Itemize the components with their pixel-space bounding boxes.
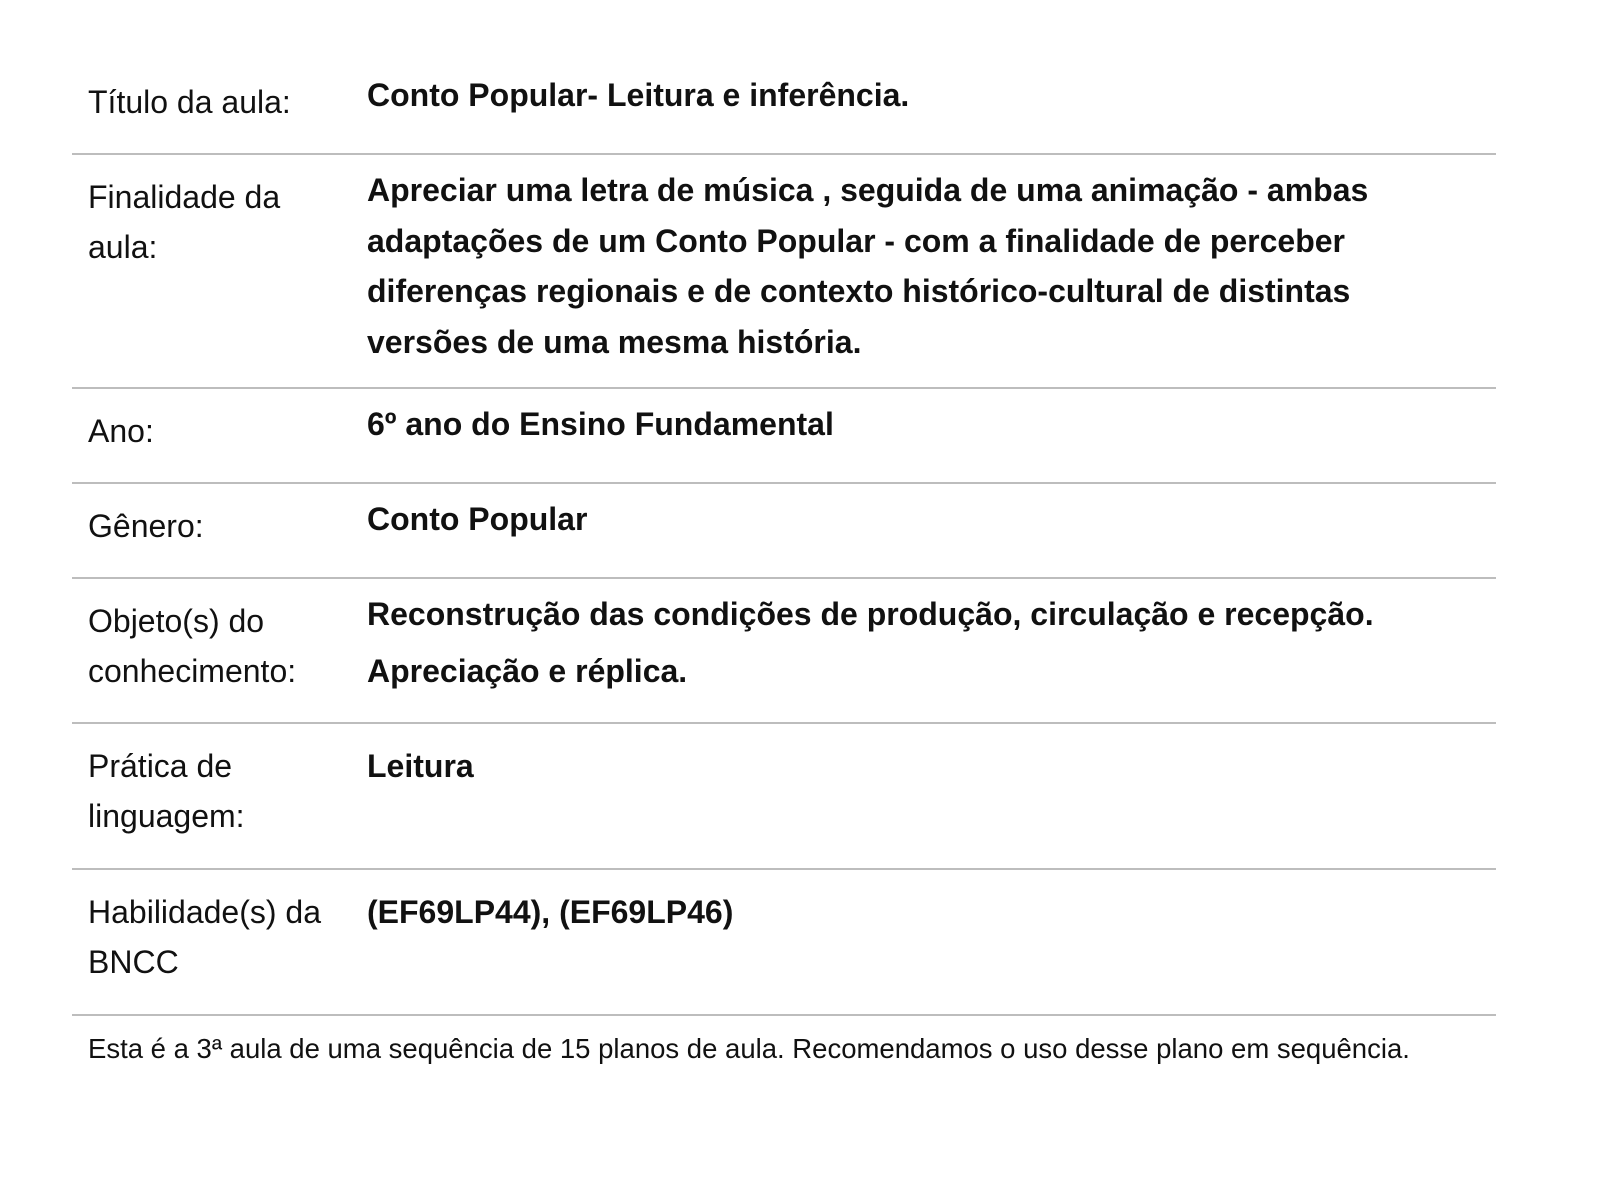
row-value: Conto Popular- Leitura e inferência. bbox=[367, 77, 910, 113]
row-titulo bbox=[72, 60, 1496, 155]
row-value: 6º ano do Ensino Fundamental bbox=[367, 406, 834, 442]
row-label: Prática de linguagem: bbox=[88, 748, 245, 834]
sequence-note: Esta é a 3ª aula de uma sequência de 15 planos de aula. Recomendamos o uso desse plano em sequência. bbox=[88, 1033, 1410, 1064]
row-objeto bbox=[72, 579, 1496, 724]
row-value: Conto Popular bbox=[367, 501, 588, 537]
row-value: (EF69LP44), (EF69LP46) bbox=[367, 894, 734, 930]
row-value: Apreciar uma letra de música , seguida de uma animação - ambas adaptações de um Conto Popular - com a finalidade de perceber diferenças regionais e de contexto histórico-cultural de distintas versões de uma mesma história. bbox=[367, 172, 1369, 360]
row-label: Objeto(s) do conhecimento: bbox=[88, 603, 297, 689]
row-genero bbox=[72, 484, 1496, 579]
row-habilidades bbox=[72, 870, 1496, 1016]
row-finalidade bbox=[72, 155, 1496, 389]
lesson-info-table bbox=[72, 60, 1496, 1016]
row-label: Gênero: bbox=[88, 508, 204, 544]
row-label: Finalidade da aula: bbox=[88, 179, 281, 265]
row-label: Ano: bbox=[88, 413, 154, 449]
row-ano bbox=[72, 389, 1496, 484]
row-value: Leitura bbox=[367, 748, 474, 784]
row-label: Título da aula: bbox=[88, 84, 291, 120]
row-value: Reconstrução das condições de produção, circulação e recepção. Apreciação e réplica. bbox=[367, 596, 1374, 689]
row-pratica bbox=[72, 724, 1496, 870]
row-label: Habilidade(s) da BNCC bbox=[88, 894, 322, 980]
